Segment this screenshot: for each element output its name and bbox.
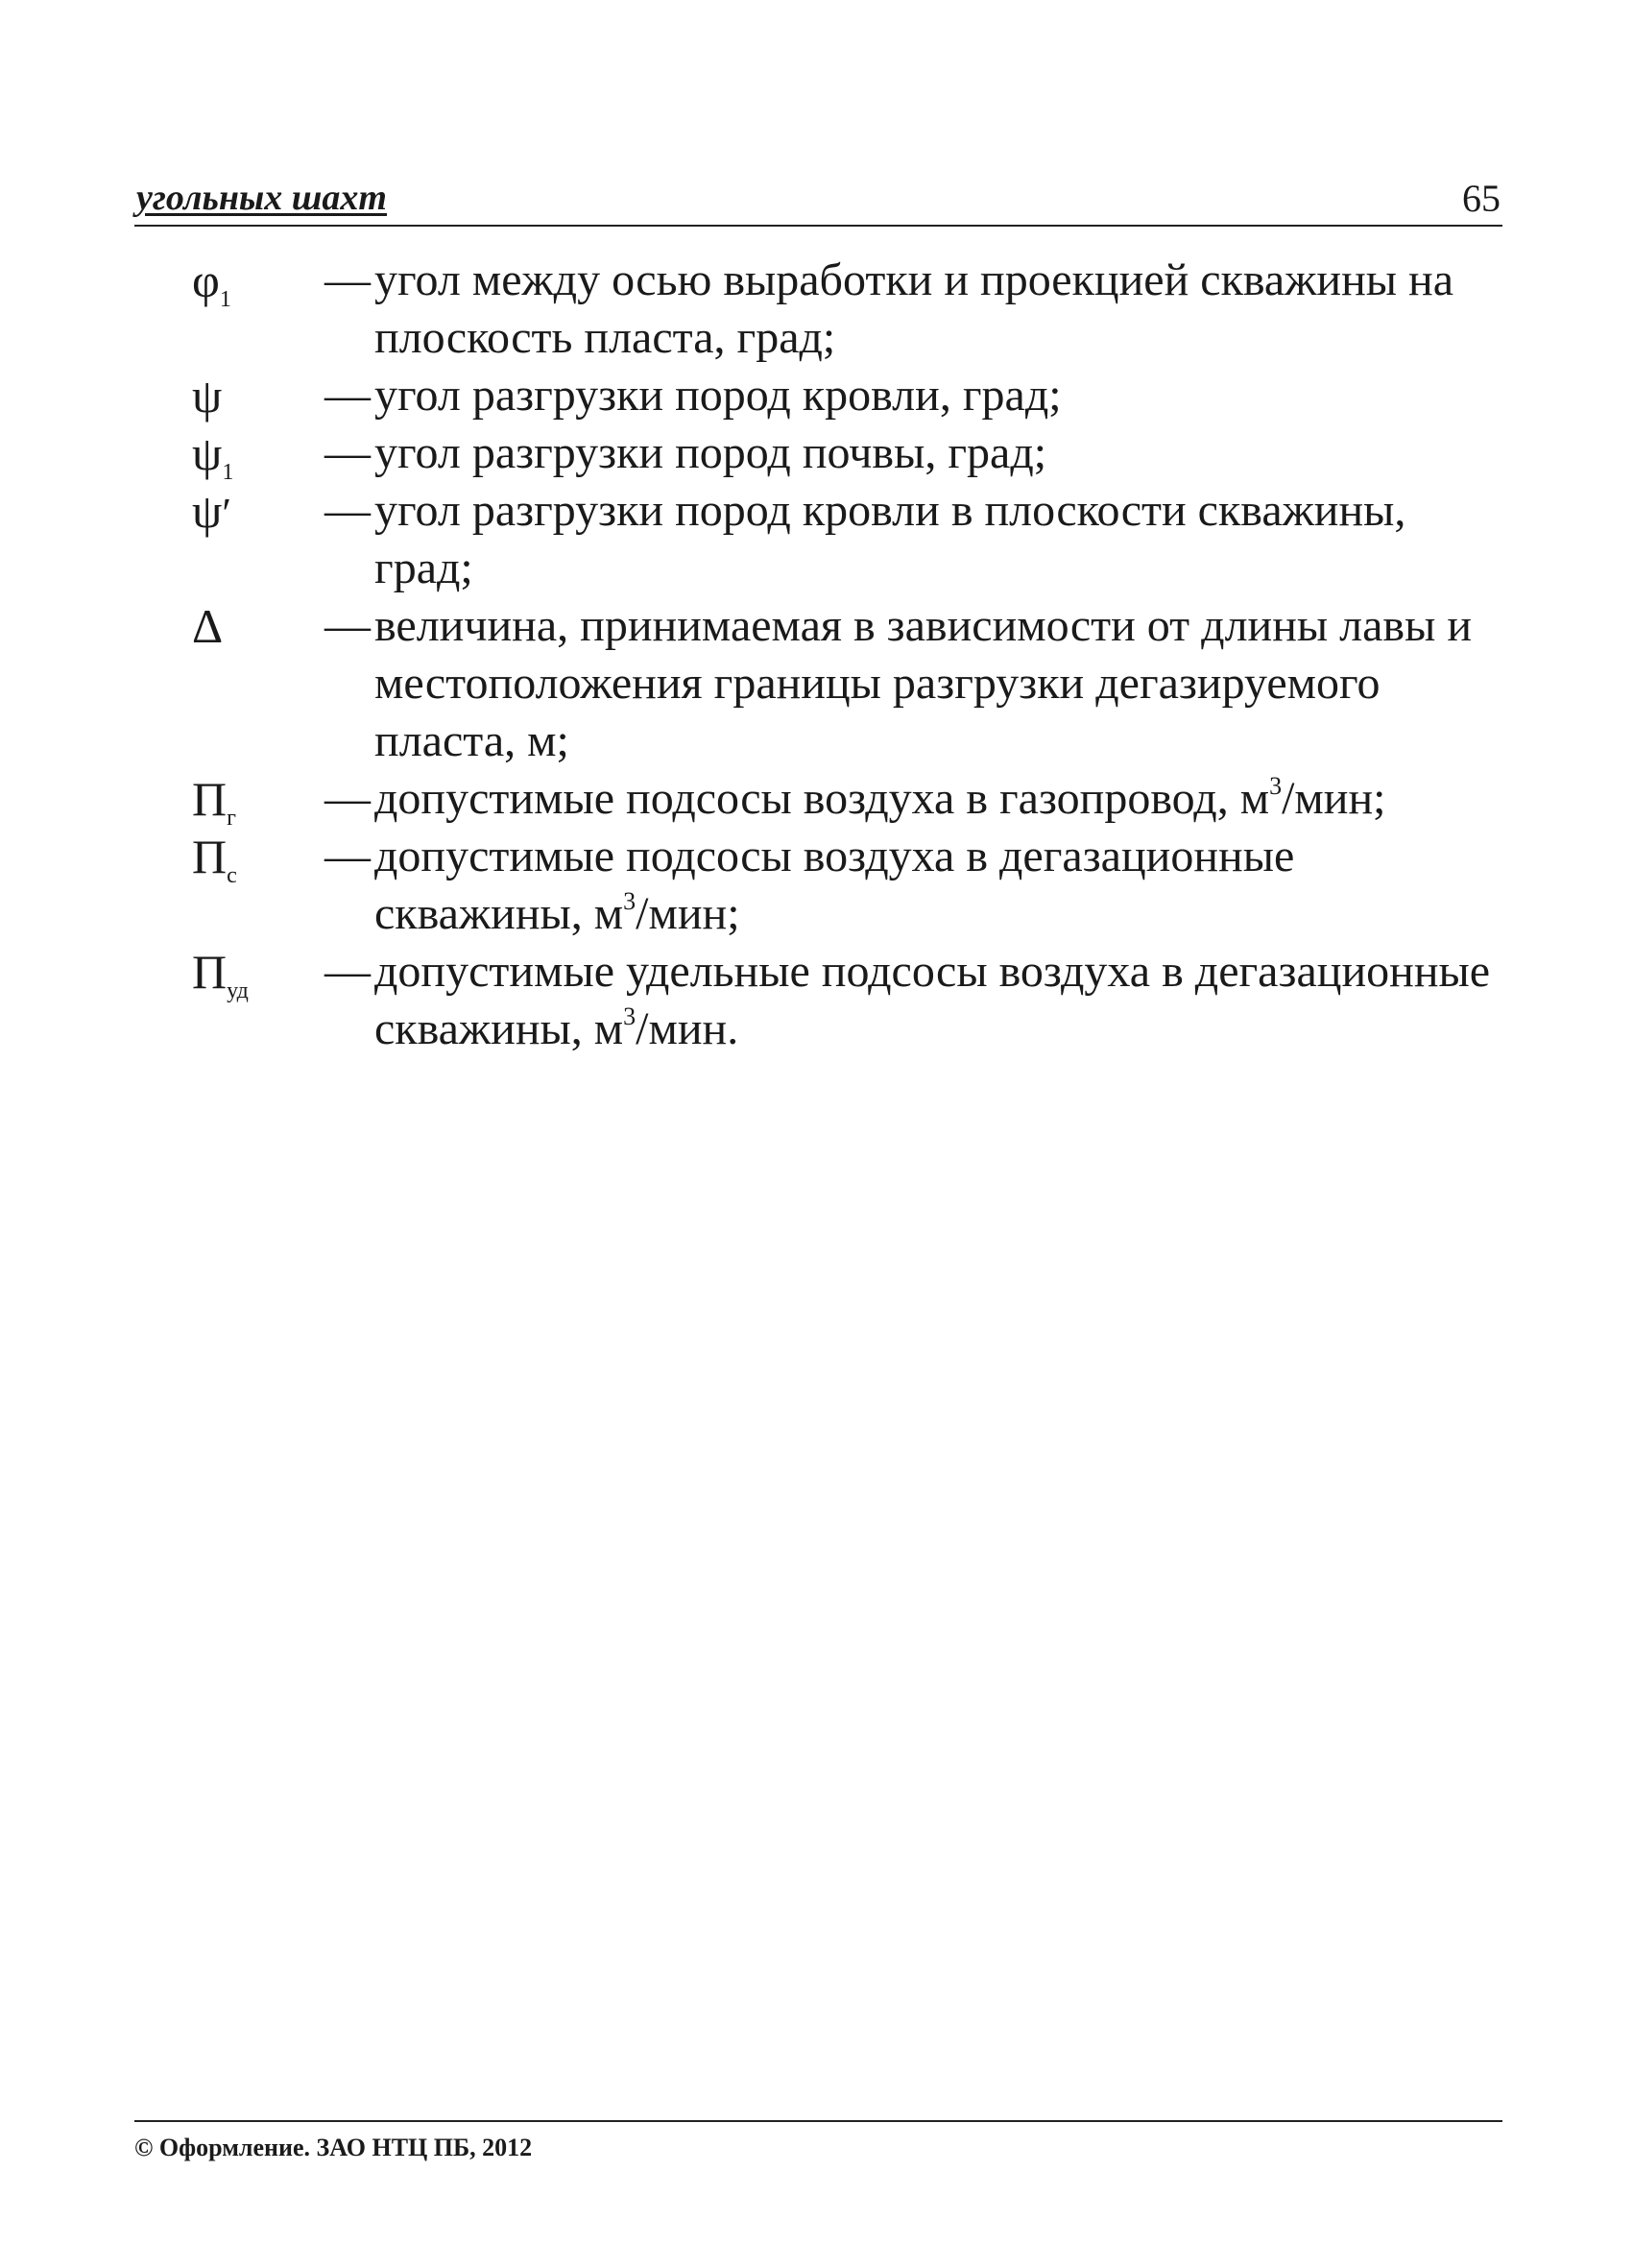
entry-dash: — <box>324 831 371 881</box>
entry-symbol: $\varphi_1$ <box>192 253 231 312</box>
glossary-entry <box>192 597 1507 770</box>
copyright-notice: © Оформление. ЗАО НТЦ ПБ, 2012 <box>134 2134 533 2161</box>
entry-dash: — <box>324 773 371 824</box>
entry-symbol: ψ <box>192 369 223 422</box>
entry-definition: допустимые подсосы воздуха в дегазационные скважины, $м^3$/мин; <box>374 831 1295 939</box>
entry-definition: допустимые удельные подсосы воздуха в дегазационные скважины, $м^3$/мин. <box>374 946 1491 1054</box>
footer-divider <box>134 2120 1502 2122</box>
symbol-glossary <box>192 252 1507 1058</box>
page-header <box>134 171 1502 227</box>
entry-symbol: $П_с$ <box>192 830 237 888</box>
glossary-entry <box>192 770 1507 831</box>
entry-dash: — <box>324 946 371 997</box>
glossary-entry <box>192 828 1507 943</box>
entry-dash: — <box>324 254 371 305</box>
entry-definition: угол разгрузки пород кровли в плоскости скважины, град; <box>374 485 1406 593</box>
running-head: угольных шахт <box>136 178 387 218</box>
entry-dash: — <box>324 370 371 421</box>
entry-definition: величина, принимаемая в зависимости от длины лавы и местоположения границы разгрузки дегазируемого пласта, м; <box>374 600 1472 766</box>
entry-symbol: $\psi_1$ <box>192 426 234 485</box>
glossary-entry <box>192 424 1507 485</box>
entry-symbol: ψ′ <box>192 484 231 538</box>
entry-definition: угол между осью выработки и проекцией скважины на плоскость пласта, град; <box>374 254 1454 363</box>
entry-dash: — <box>324 600 371 651</box>
entry-dash: — <box>324 427 371 478</box>
entry-dash: — <box>324 485 371 536</box>
glossary-entry <box>192 943 1507 1058</box>
entry-symbol: $П_г$ <box>192 772 236 831</box>
entry-definition: угол разгрузки пород почвы, град; <box>374 427 1047 478</box>
entry-symbol: Δ <box>192 599 224 653</box>
entry-definition: допустимые подсосы воздуха в газопровод, $м^3$/мин; <box>374 772 1386 824</box>
entry-definition: угол разгрузки пород кровли, град; <box>374 370 1062 421</box>
glossary-entry <box>192 367 1507 424</box>
glossary-entry <box>192 252 1507 367</box>
page-number: 65 <box>1462 177 1501 220</box>
glossary-entry <box>192 482 1507 597</box>
entry-symbol: $П_{уд}$ <box>192 945 249 1003</box>
